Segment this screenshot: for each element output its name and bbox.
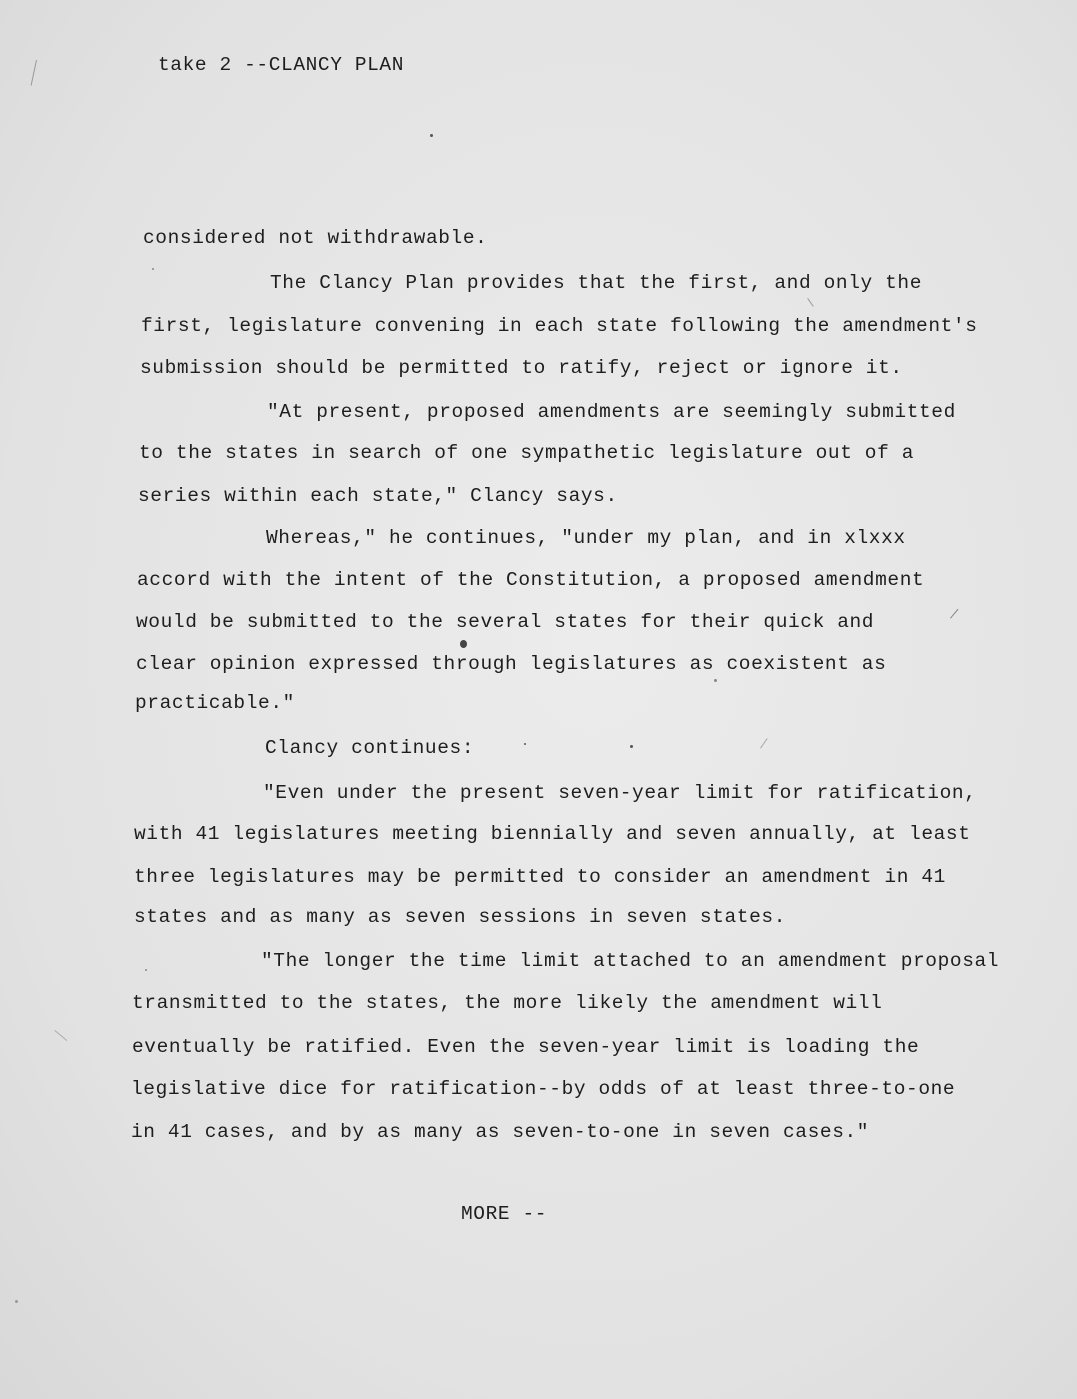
text-line: "The longer the time limit attached to an amendment proposal — [261, 950, 1000, 972]
text-line: Whereas," he continues, "under my plan, and in xlxxx — [266, 527, 906, 549]
stray-mark — [807, 298, 814, 307]
ink-speck — [152, 268, 154, 270]
text-line: transmitted to the states, the more likely the amendment will — [132, 992, 883, 1014]
text-line: with 41 legislatures meeting biennially and seven annually, at least — [134, 823, 971, 845]
ink-speck — [714, 679, 717, 682]
text-line: accord with the intent of the Constitution, a proposed amendment — [137, 569, 925, 591]
text-line: three legislatures may be permitted to consider an amendment in 41 — [134, 866, 946, 888]
ink-speck — [145, 969, 147, 971]
text-line: eventually be ratified. Even the seven-year limit is loading the — [132, 1036, 920, 1058]
text-line: "At present, proposed amendments are seemingly submitted — [267, 401, 956, 423]
ink-speck — [630, 745, 633, 748]
text-line: legislative dice for ratification--by odds of at least three-to-one — [131, 1078, 956, 1100]
text-line: to the states in search of one sympathetic legislature out of a — [139, 442, 915, 464]
text-line: clear opinion expressed through legislatures as coexistent as — [136, 653, 887, 675]
text-line: would be submitted to the several states for their quick and — [136, 611, 875, 633]
stray-mark — [950, 609, 958, 619]
more-marker: MORE -- — [461, 1203, 548, 1225]
text-line: first, legislature convening in each state following the amendment's — [141, 315, 978, 337]
stray-mark — [760, 738, 768, 748]
text-line: series within each state," Clancy says. — [138, 485, 618, 507]
ink-speck — [460, 640, 467, 648]
text-line: states and as many as seven sessions in seven states. — [134, 906, 787, 928]
text-line: practicable." — [135, 692, 295, 714]
text-line: "Even under the present seven-year limit for ratification, — [263, 782, 977, 804]
ink-speck — [15, 1300, 18, 1303]
text-line: submission should be permitted to ratify, reject or ignore it. — [140, 357, 903, 379]
slug-line: take 2 --CLANCY PLAN — [158, 54, 405, 76]
ink-speck — [524, 743, 526, 745]
text-line: considered not withdrawable. — [143, 227, 488, 249]
text-line: Clancy continues: — [265, 737, 475, 759]
text-line: The Clancy Plan provides that the first, and only the — [270, 272, 923, 294]
text-line: in 41 cases, and by as many as seven-to-one in seven cases." — [131, 1121, 870, 1143]
ink-speck — [430, 134, 433, 137]
stray-mark — [31, 60, 37, 86]
stray-mark — [54, 1030, 67, 1041]
